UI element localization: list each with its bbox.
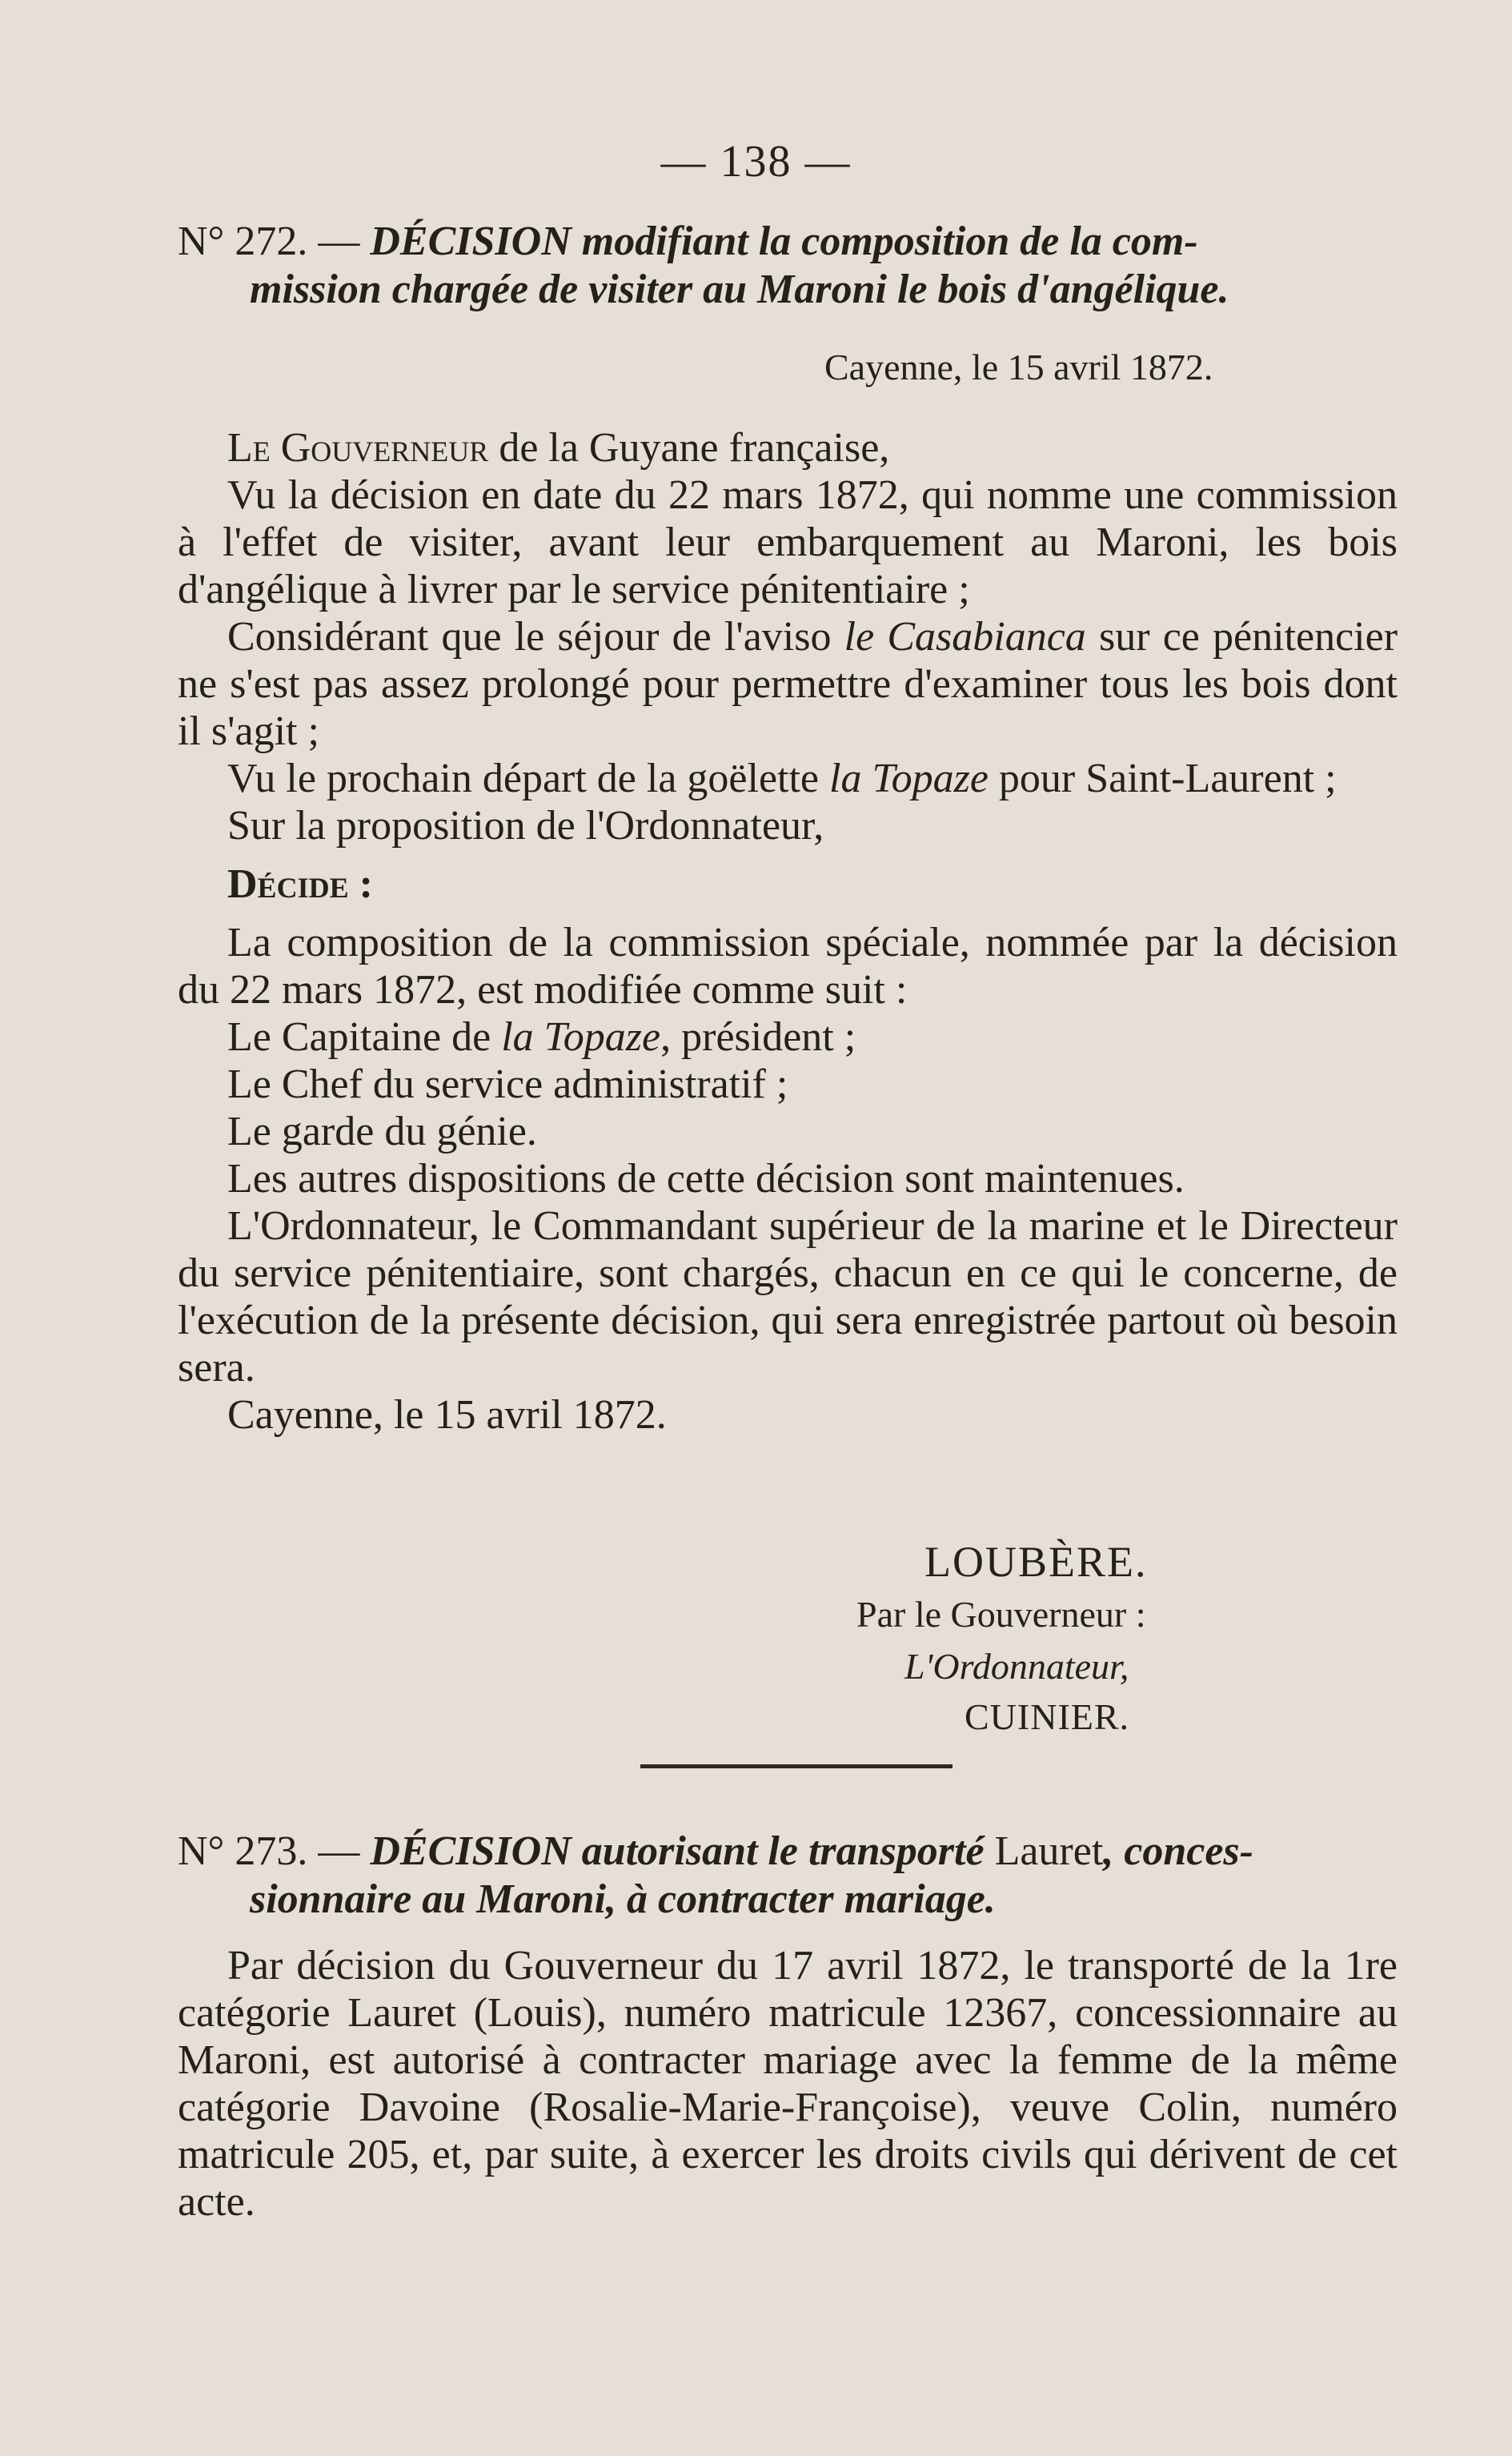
- decision-273-title-upright: Lauret: [994, 1828, 1104, 1874]
- governor-line: [178, 424, 1398, 472]
- paragraph-3-italic: la Topaze: [829, 756, 989, 801]
- decide-label: Décide :: [227, 861, 373, 907]
- by-governor: Par le Gouverneur :: [856, 1594, 1146, 1635]
- item-1: [178, 1013, 1398, 1061]
- page-number: — 138 —: [660, 137, 852, 187]
- paragraph-4: Sur la proposition de l'Ordonnateur,: [227, 803, 824, 849]
- ordonnateur-name: CUINIER.: [965, 1696, 1130, 1737]
- decision-273-title-rest-a: autorisant le transporté: [581, 1828, 995, 1874]
- decision-272-title-rest: modifiant la composition de la com-: [581, 219, 1198, 264]
- paragraph-3-a: Vu le prochain départ de la goëlette: [227, 756, 829, 801]
- paragraph-3-b: pour Saint-Laurent ;: [988, 756, 1337, 801]
- item-1-a: Le Capitaine de: [227, 1014, 502, 1060]
- paragraph-2-italic: le Casabianca: [844, 614, 1086, 660]
- decision-272-title-cont: mission chargée de visiter au Maroni le bois d'angélique.: [250, 267, 1229, 312]
- ordonnateur-title: L'Ordonnateur,: [904, 1646, 1129, 1687]
- paragraph-2-a: Considérant que le séjour de l'aviso: [227, 614, 844, 660]
- item-3: Le garde du génie.: [227, 1109, 537, 1154]
- closing-date: Cayenne, le 15 avril 1872.: [227, 1392, 667, 1438]
- governor-smallcaps: Le Gouverneur: [227, 425, 489, 471]
- decision-273-title-rest-b: , conces-: [1103, 1828, 1253, 1874]
- paragraph-6: Les autres dispositions de cette décision sont maintenues.: [227, 1156, 1185, 1202]
- item-2: Le Chef du service administratif ;: [227, 1061, 788, 1107]
- decision-272-heading: [178, 218, 1398, 314]
- paragraph-5: La composition de la commission spéciale, nommée par la décision du 22 mars 1872, est modifiée comme suit :: [178, 920, 1398, 1013]
- decision-273-title-bold: DÉCISION: [370, 1828, 572, 1874]
- signature-name: LOUBÈRE.: [924, 1538, 1148, 1586]
- decision-272-number: N° 272. —: [178, 219, 360, 264]
- decision-272-body: [178, 424, 1398, 1439]
- decision-273-heading: [178, 1828, 1398, 1924]
- item-1-b: , président ;: [660, 1014, 856, 1060]
- decision-272-dateline: Cayenne, le 15 avril 1872.: [824, 347, 1213, 387]
- governor-rest: de la Guyane française,: [499, 425, 890, 471]
- paragraph-1: Vu la décision en date du 22 mars 1872, qui nomme une commission à l'effet de visiter, avant leur embarquement au Maroni, les bois d'angélique à livrer par le service pénitentiaire ;: [178, 472, 1398, 612]
- paragraph-2: [178, 613, 1398, 755]
- item-1-italic: la Topaze: [501, 1014, 661, 1060]
- paragraph-3: [178, 755, 1398, 802]
- decision-273-body: [178, 1942, 1398, 2225]
- decision-273-number: N° 273. —: [178, 1828, 360, 1874]
- section-divider: [640, 1764, 953, 1768]
- decision-273-paragraph: Par décision du Gouverneur du 17 avril 1872, le transporté de la 1re catégorie Lauret (Louis), numéro matricule 12367, concessionnaire au Maroni, est autorisé à contracter mariage avec la femme de la même catégorie Davoine (Rosalie-Marie-Françoise), veuve Colin, numéro matricule 205, et, par suite, à exercer les droits civils qui dérivent de cet acte.: [178, 1943, 1398, 2225]
- paragraph-2-b: sur ce pénitencier ne s'est pas assez prolongé pour permettre d'examiner tous les bois dont il s'agit ;: [178, 614, 1398, 754]
- paragraph-7: L'Ordonnateur, le Commandant supérieur de la marine et le Directeur du service pénitentiaire, sont chargés, chacun en ce qui le concerne, de l'exécution de la présente décision, qui sera enregistrée partout où besoin sera.: [178, 1203, 1398, 1391]
- decision-272-title-bold: DÉCISION: [370, 219, 572, 264]
- decision-273-title-cont: sionnaire au Maroni, à contracter mariage.: [250, 1876, 996, 1922]
